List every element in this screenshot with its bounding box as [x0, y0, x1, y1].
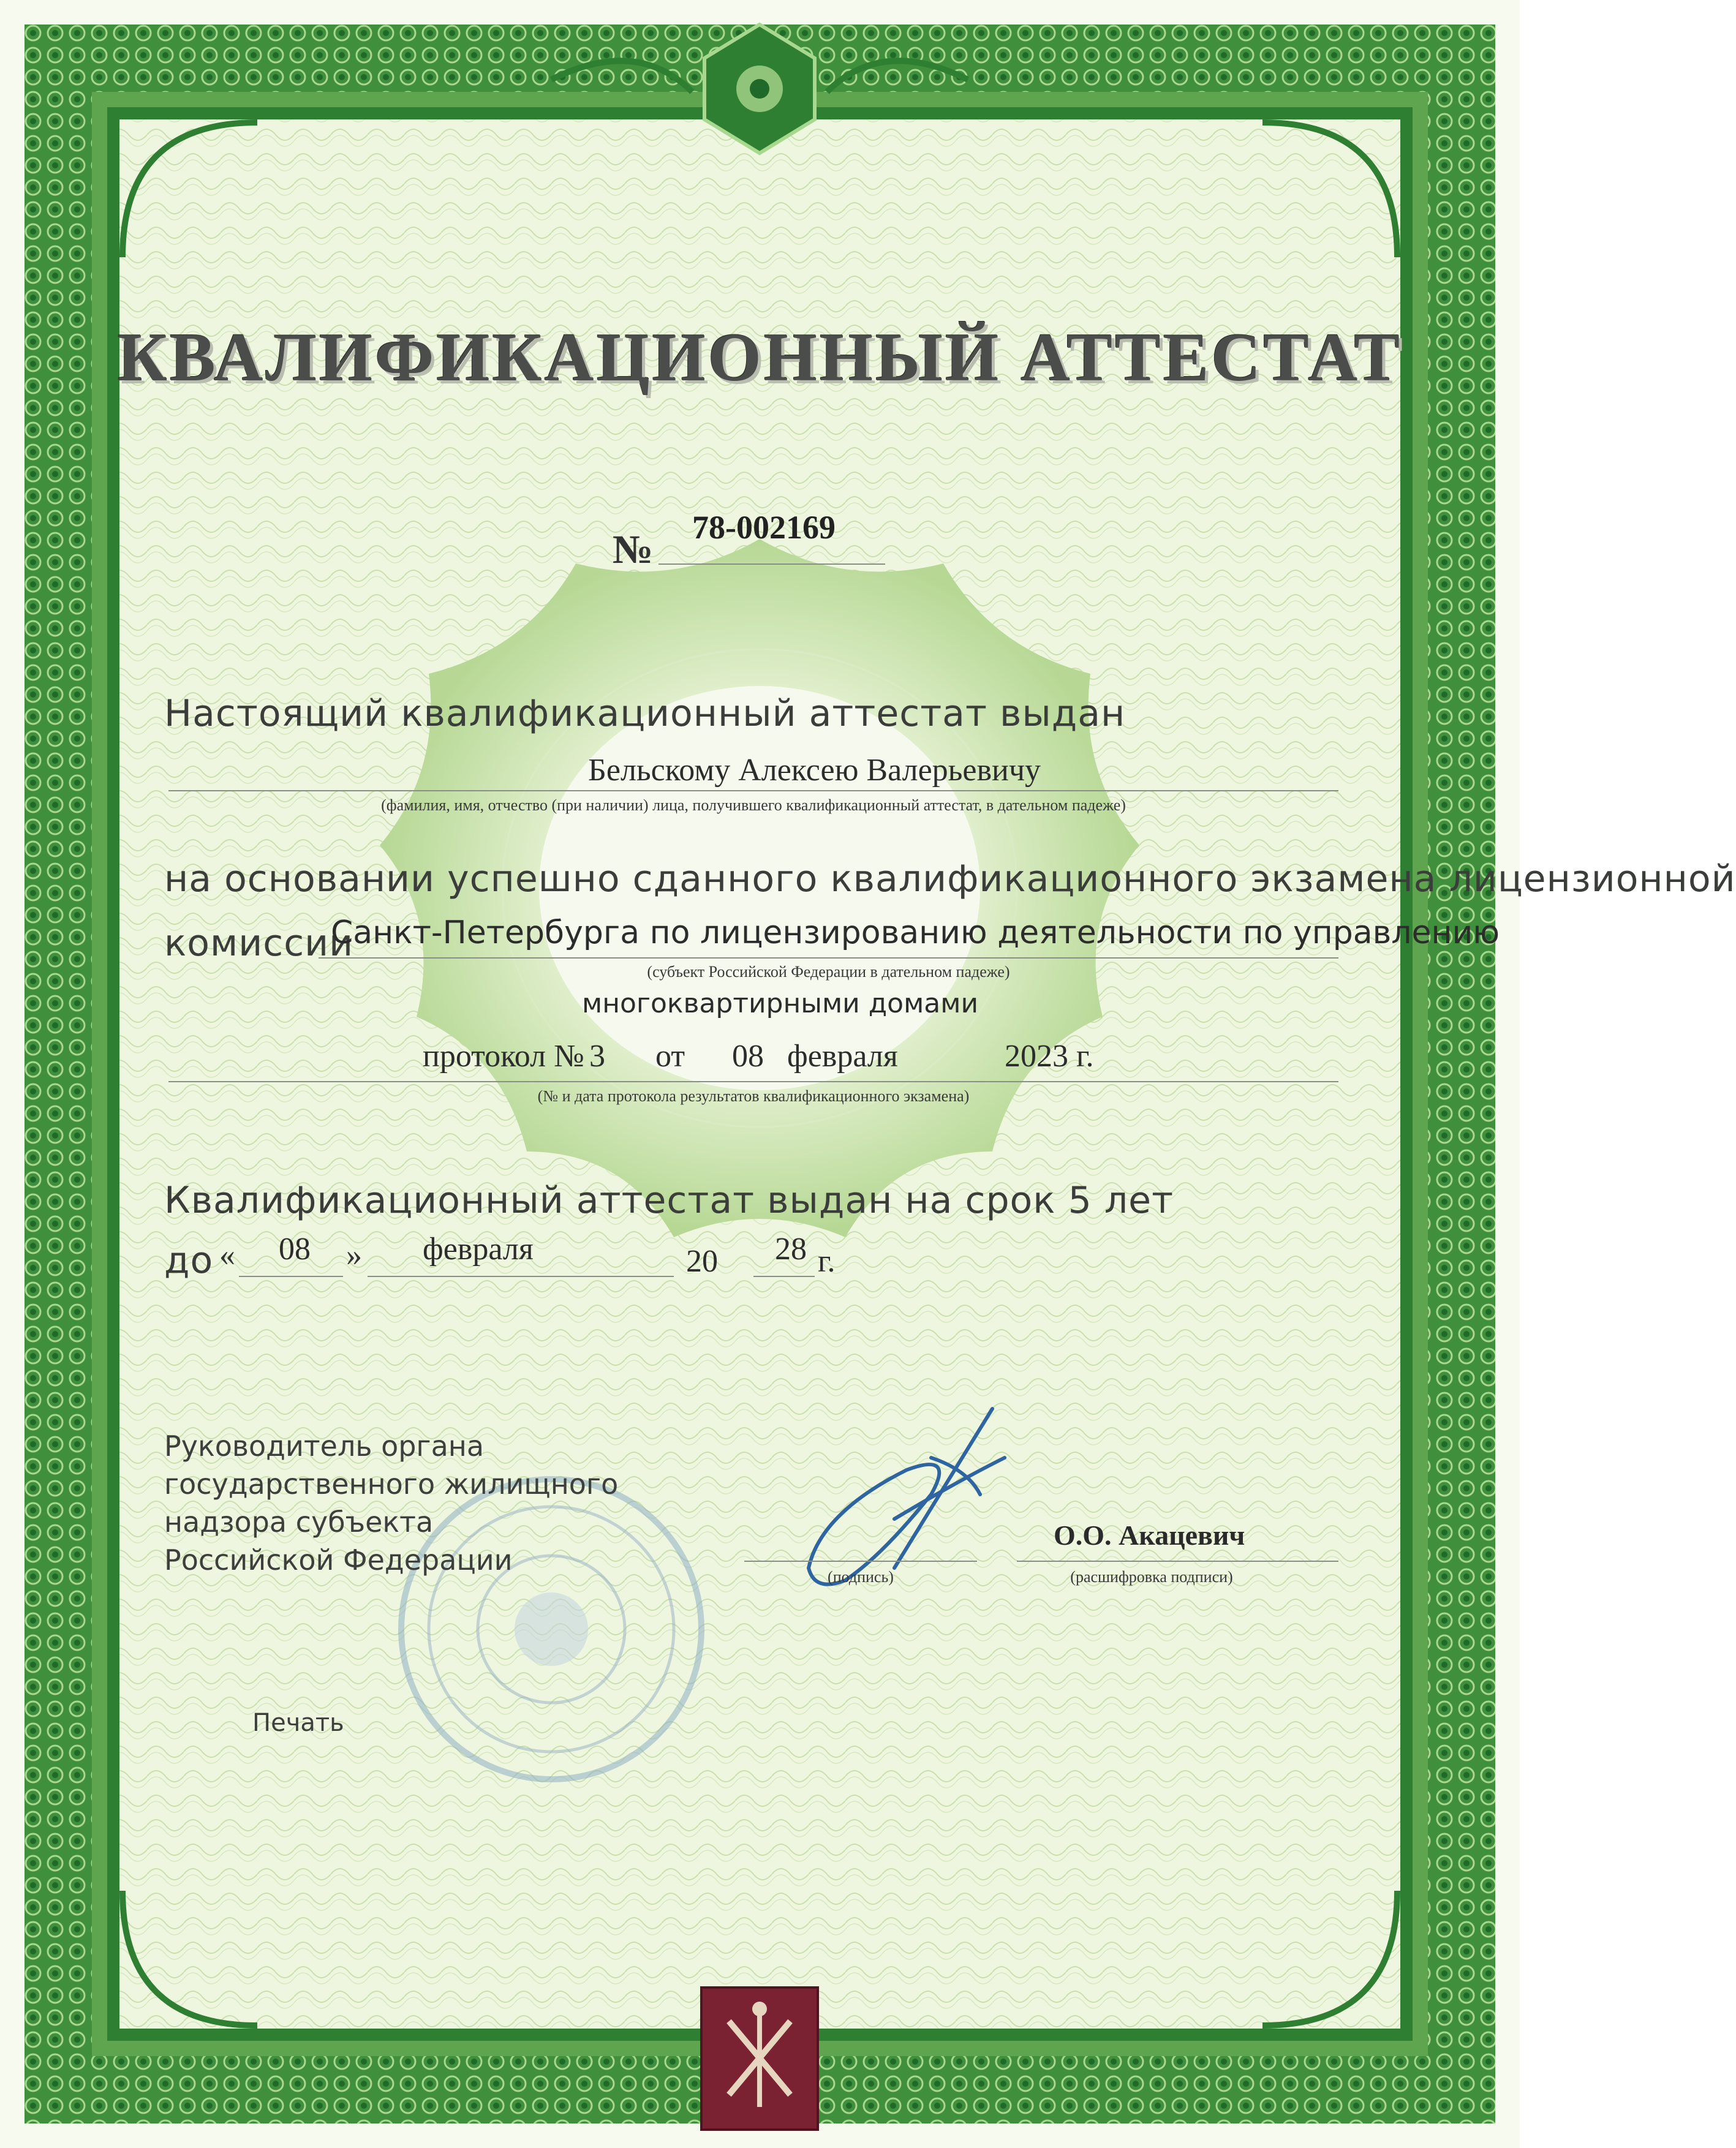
authority-line: государственного жилищного — [164, 1468, 619, 1501]
protocol-from-label: от — [655, 1039, 685, 1074]
basis-statement: на основании успешно сданного квалификационного экзамена лицензионной — [164, 857, 1736, 900]
authority-line: надзора субъекта — [164, 1505, 434, 1539]
until-day: 08 — [279, 1232, 311, 1267]
signer-name: О.О. Акацевич — [1054, 1520, 1245, 1551]
number-label: № — [613, 527, 654, 572]
protocol-day: 08 — [732, 1039, 764, 1074]
until-year: 28 — [775, 1232, 807, 1267]
until-month: февраля — [423, 1232, 534, 1267]
term-statement: Квалификационный аттестат выдан на срок 5 лет — [164, 1179, 1174, 1222]
protocol-label: протокол № — [423, 1039, 584, 1074]
quote-open: « — [219, 1238, 235, 1273]
recipient-caption: (фамилия, имя, отчество (при наличии) лица, получившего квалификационный аттестат, в дательном падеже) — [381, 796, 1126, 814]
authority-block — [164, 1427, 618, 1579]
coat-of-arms-icon — [701, 1988, 818, 2130]
commission-caption: (субъект Российской Федерации в дательном падеже) — [647, 963, 1010, 981]
document-title: КВАЛИФИКАЦИОННЫЙ АТТЕСТАТ — [117, 320, 1403, 396]
protocol-month: февраля — [787, 1039, 898, 1074]
commission-line-1: Санкт-Петербурга по лицензированию деятельности по управлению — [331, 914, 1500, 951]
certificate-number: 78-002169 — [692, 509, 836, 546]
authority-line: Руководитель органа — [164, 1430, 485, 1463]
until-label: до — [164, 1239, 214, 1282]
protocol-number: 3 — [589, 1039, 605, 1074]
issued-statement: Настоящий квалификационный аттестат выдан — [164, 692, 1126, 735]
commission-line-2: многоквартирными домами — [582, 988, 979, 1019]
recipient-name: Бельскому Алексею Валерьевичу — [588, 753, 1041, 788]
signer-caption: (расшифровка подписи) — [1070, 1568, 1233, 1586]
authority-line: Российской Федерации — [164, 1543, 513, 1577]
protocol-year: 2023 г. — [1005, 1039, 1094, 1074]
seal-label: Печать — [252, 1709, 344, 1737]
signature-caption: (подпись) — [828, 1568, 894, 1586]
quote-close: » — [346, 1238, 362, 1273]
protocol-caption: (№ и дата протокола результатов квалификационного экзамена) — [537, 1087, 970, 1105]
commission-label: комиссии — [164, 922, 354, 965]
until-century: 20 — [686, 1244, 718, 1279]
until-suffix: г. — [818, 1244, 836, 1279]
